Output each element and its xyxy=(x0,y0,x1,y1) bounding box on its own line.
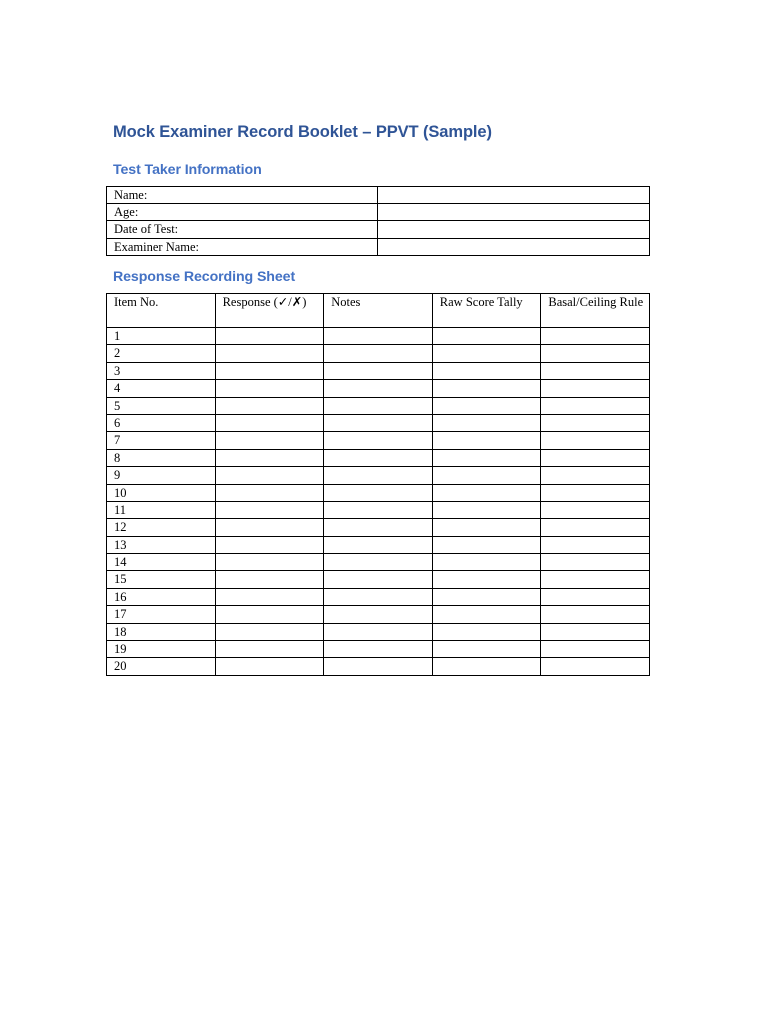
response-cell[interactable] xyxy=(215,536,324,553)
basal-ceiling-cell[interactable] xyxy=(541,345,650,362)
table-row xyxy=(107,345,650,362)
raw-score-cell[interactable] xyxy=(432,588,541,605)
response-cell[interactable] xyxy=(215,606,324,623)
notes-cell[interactable] xyxy=(324,414,433,431)
notes-cell[interactable] xyxy=(324,623,433,640)
info-label: Examiner Name: xyxy=(107,238,378,255)
notes-cell[interactable] xyxy=(324,606,433,623)
table-row xyxy=(107,658,650,675)
table-row xyxy=(107,571,650,588)
basal-ceiling-cell[interactable] xyxy=(541,328,650,345)
item-number: 14 xyxy=(107,554,216,571)
response-sheet-heading: Response Recording Sheet xyxy=(113,269,296,285)
basal-ceiling-cell[interactable] xyxy=(541,606,650,623)
table-row xyxy=(107,328,650,345)
table-row xyxy=(107,588,650,605)
basal-ceiling-cell[interactable] xyxy=(541,362,650,379)
notes-cell[interactable] xyxy=(324,571,433,588)
raw-score-cell[interactable] xyxy=(432,362,541,379)
response-cell[interactable] xyxy=(215,467,324,484)
notes-cell[interactable] xyxy=(324,658,433,675)
info-row xyxy=(107,187,650,204)
raw-score-cell[interactable] xyxy=(432,328,541,345)
response-cell[interactable] xyxy=(215,484,324,501)
basal-ceiling-cell[interactable] xyxy=(541,623,650,640)
table-row xyxy=(107,536,650,553)
basal-ceiling-cell[interactable] xyxy=(541,380,650,397)
raw-score-cell[interactable] xyxy=(432,380,541,397)
notes-cell[interactable] xyxy=(324,501,433,518)
raw-score-cell[interactable] xyxy=(432,484,541,501)
response-cell[interactable] xyxy=(215,432,324,449)
raw-score-cell[interactable] xyxy=(432,449,541,466)
info-row xyxy=(107,238,650,255)
response-cell[interactable] xyxy=(215,362,324,379)
column-header: Item No. xyxy=(107,294,216,328)
item-number: 6 xyxy=(107,414,216,431)
response-cell[interactable] xyxy=(215,397,324,414)
notes-cell[interactable] xyxy=(324,467,433,484)
notes-cell[interactable] xyxy=(324,588,433,605)
table-row xyxy=(107,449,650,466)
info-row xyxy=(107,221,650,238)
notes-cell[interactable] xyxy=(324,380,433,397)
table-row xyxy=(107,519,650,536)
table-row xyxy=(107,467,650,484)
response-cell[interactable] xyxy=(215,658,324,675)
test-taker-info-heading: Test Taker Information xyxy=(113,162,262,178)
item-number: 15 xyxy=(107,571,216,588)
response-cell[interactable] xyxy=(215,501,324,518)
info-label: Age: xyxy=(107,204,378,221)
response-cell[interactable] xyxy=(215,588,324,605)
item-number: 12 xyxy=(107,519,216,536)
response-cell[interactable] xyxy=(215,345,324,362)
column-header: Basal/Ceiling Rule xyxy=(541,294,650,328)
response-cell[interactable] xyxy=(215,641,324,658)
table-row xyxy=(107,606,650,623)
item-number: 4 xyxy=(107,380,216,397)
basal-ceiling-cell[interactable] xyxy=(541,432,650,449)
table-row xyxy=(107,641,650,658)
response-recording-table xyxy=(106,293,650,676)
basal-ceiling-cell[interactable] xyxy=(541,397,650,414)
basal-ceiling-cell[interactable] xyxy=(541,484,650,501)
basal-ceiling-cell[interactable] xyxy=(541,588,650,605)
document-title: Mock Examiner Record Booklet – PPVT (Sample) xyxy=(113,123,492,141)
item-number: 20 xyxy=(107,658,216,675)
item-number: 1 xyxy=(107,328,216,345)
raw-score-cell[interactable] xyxy=(432,571,541,588)
raw-score-cell[interactable] xyxy=(432,554,541,571)
item-number: 8 xyxy=(107,449,216,466)
raw-score-cell[interactable] xyxy=(432,519,541,536)
notes-cell[interactable] xyxy=(324,328,433,345)
item-number: 2 xyxy=(107,345,216,362)
raw-score-cell[interactable] xyxy=(432,397,541,414)
raw-score-cell[interactable] xyxy=(432,467,541,484)
raw-score-cell[interactable] xyxy=(432,606,541,623)
basal-ceiling-cell[interactable] xyxy=(541,449,650,466)
basal-ceiling-cell[interactable] xyxy=(541,536,650,553)
table-row xyxy=(107,554,650,571)
basal-ceiling-cell[interactable] xyxy=(541,571,650,588)
column-header: Raw Score Tally xyxy=(432,294,541,328)
response-cell[interactable] xyxy=(215,554,324,571)
item-number: 5 xyxy=(107,397,216,414)
table-header-row xyxy=(107,294,650,328)
table-row xyxy=(107,397,650,414)
item-number: 10 xyxy=(107,484,216,501)
raw-score-cell[interactable] xyxy=(432,641,541,658)
raw-score-cell[interactable] xyxy=(432,432,541,449)
info-value-field[interactable] xyxy=(378,204,650,221)
info-label: Date of Test: xyxy=(107,221,378,238)
notes-cell[interactable] xyxy=(324,345,433,362)
basal-ceiling-cell[interactable] xyxy=(541,501,650,518)
response-cell[interactable] xyxy=(215,449,324,466)
response-cell[interactable] xyxy=(215,623,324,640)
basal-ceiling-cell[interactable] xyxy=(541,519,650,536)
column-header: Notes xyxy=(324,294,433,328)
raw-score-cell[interactable] xyxy=(432,536,541,553)
table-row xyxy=(107,484,650,501)
response-cell[interactable] xyxy=(215,328,324,345)
info-value-field[interactable] xyxy=(378,187,650,204)
raw-score-cell[interactable] xyxy=(432,501,541,518)
basal-ceiling-cell[interactable] xyxy=(541,658,650,675)
response-cell[interactable] xyxy=(215,380,324,397)
notes-cell[interactable] xyxy=(324,641,433,658)
item-number: 9 xyxy=(107,467,216,484)
response-cell[interactable] xyxy=(215,414,324,431)
item-number: 3 xyxy=(107,362,216,379)
basal-ceiling-cell[interactable] xyxy=(541,467,650,484)
table-row xyxy=(107,623,650,640)
basal-ceiling-cell[interactable] xyxy=(541,414,650,431)
notes-cell[interactable] xyxy=(324,484,433,501)
info-value-field[interactable] xyxy=(378,238,650,255)
item-number: 11 xyxy=(107,501,216,518)
response-cell[interactable] xyxy=(215,519,324,536)
info-row xyxy=(107,204,650,221)
raw-score-cell[interactable] xyxy=(432,623,541,640)
test-taker-info-table xyxy=(106,186,650,256)
info-value-field[interactable] xyxy=(378,221,650,238)
item-number: 17 xyxy=(107,606,216,623)
table-row xyxy=(107,501,650,518)
notes-cell[interactable] xyxy=(324,554,433,571)
raw-score-cell[interactable] xyxy=(432,658,541,675)
info-label: Name: xyxy=(107,187,378,204)
notes-cell[interactable] xyxy=(324,449,433,466)
item-number: 19 xyxy=(107,641,216,658)
item-number: 18 xyxy=(107,623,216,640)
raw-score-cell[interactable] xyxy=(432,414,541,431)
raw-score-cell[interactable] xyxy=(432,345,541,362)
notes-cell[interactable] xyxy=(324,397,433,414)
table-row xyxy=(107,380,650,397)
notes-cell[interactable] xyxy=(324,432,433,449)
table-row xyxy=(107,362,650,379)
basal-ceiling-cell[interactable] xyxy=(541,641,650,658)
item-number: 16 xyxy=(107,588,216,605)
table-row xyxy=(107,414,650,431)
column-header: Response (✓/✗) xyxy=(215,294,324,328)
notes-cell[interactable] xyxy=(324,519,433,536)
notes-cell[interactable] xyxy=(324,362,433,379)
item-number: 13 xyxy=(107,536,216,553)
table-row xyxy=(107,432,650,449)
item-number: 7 xyxy=(107,432,216,449)
notes-cell[interactable] xyxy=(324,536,433,553)
response-cell[interactable] xyxy=(215,571,324,588)
basal-ceiling-cell[interactable] xyxy=(541,554,650,571)
